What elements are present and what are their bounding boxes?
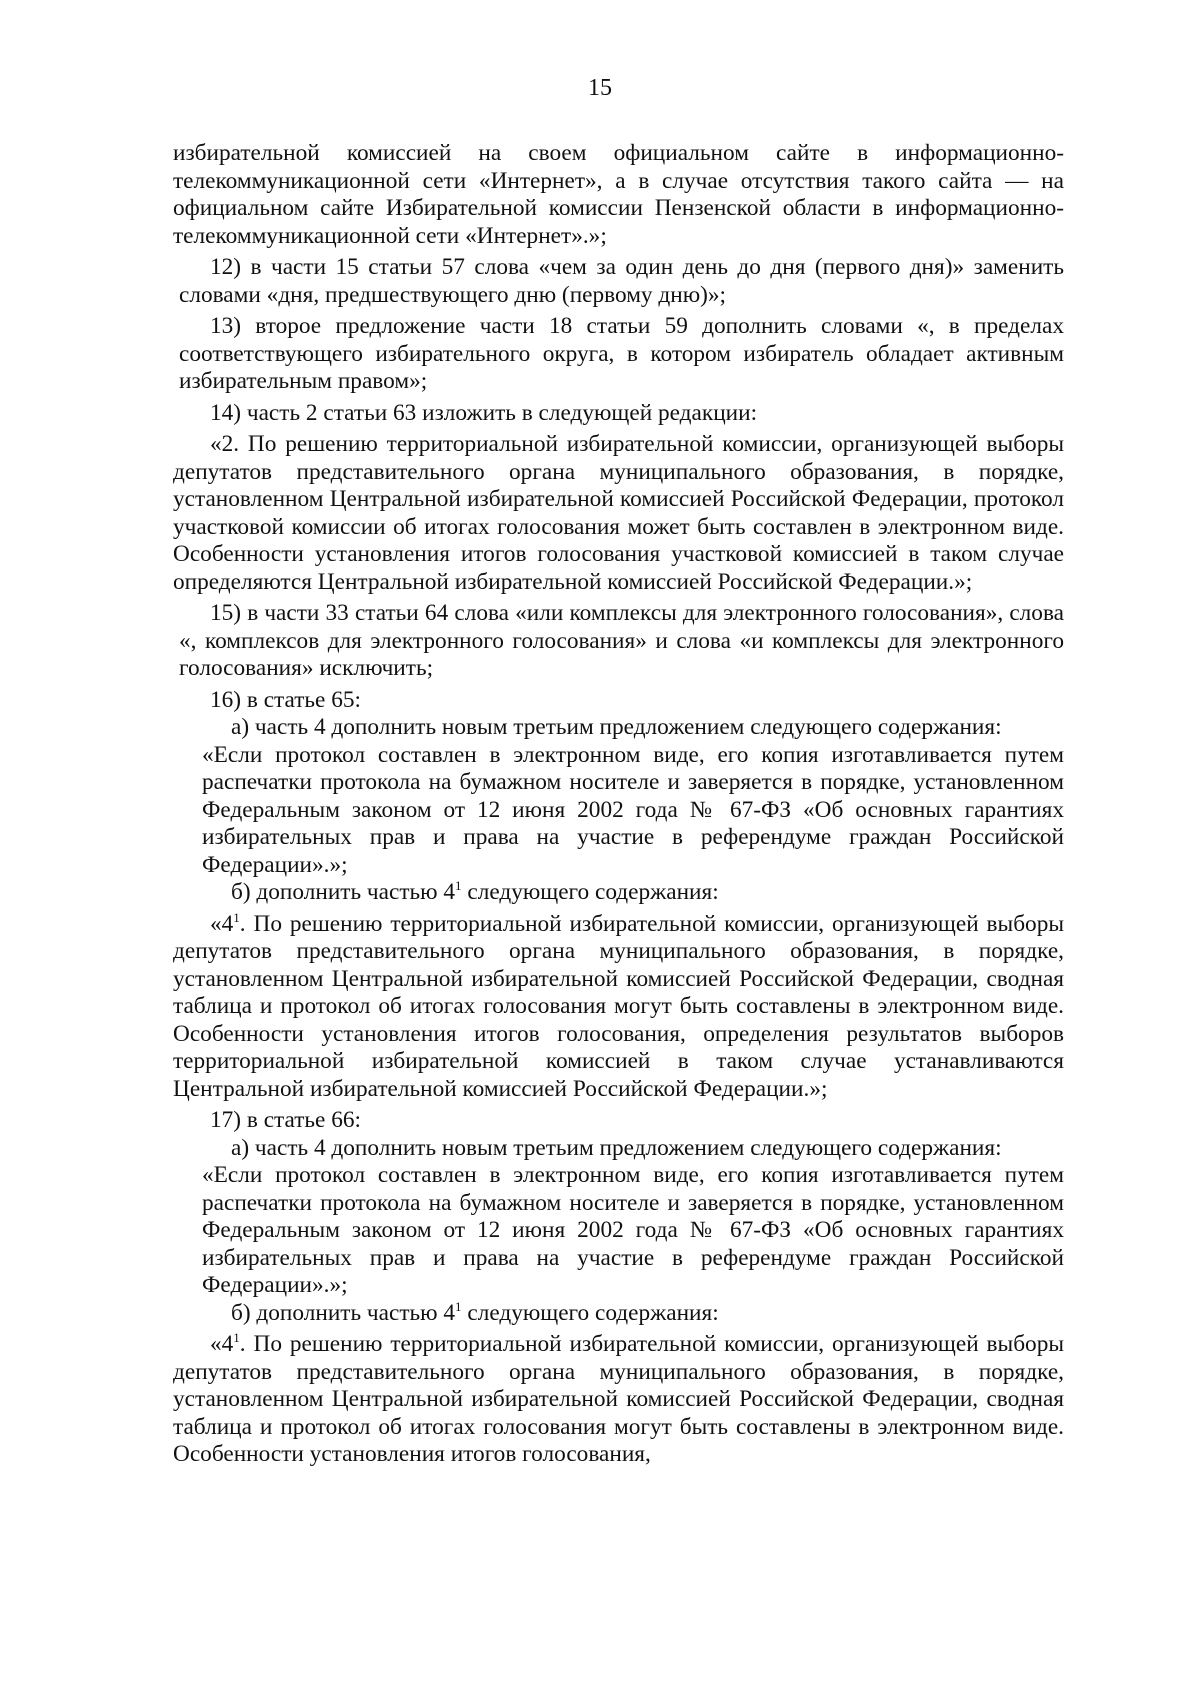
superscript: 1 [233, 909, 240, 925]
list-item-14: 14) часть 2 статьи 63 изложить в следующей редакции: [210, 399, 758, 426]
quoted-sentence-17a: «Если протокол составлен в электронном виде, его копия изготавливается путем распечатки протокола на бумажном носителе и заверяется в порядке, установленном Федеральным законом от 12 июня 2002 года № 67-ФЗ «Об основных гарантиях избирательных прав и права на участие в референдуме граждан Российской Федерации».»; [202, 1162, 1064, 1298]
sub-item-16b-text-end: следующего содержания: [461, 879, 719, 905]
quoted-part-2-article-63: «2. По решению территориальной избирательной комиссии, организующей выборы депутатов представительного органа муниципального образования, в порядке, установленном Центральной избирательной комиссией Российской Федерации, протокол участковой комиссии об итогах голосования может быть составлен в электронном виде. Особенности установления итогов голосования участковой комиссией в таком случае определяются Центральной избирательной комиссией Российской Федерации.»; [173, 431, 1064, 595]
paragraph-continuation: избирательной комиссией на своем официальном сайте в информационно-телекоммуникационной сети «Интернет», а в случае отсутствия такого сайта — на официальном сайте Избирательной комиссии Пензенской области в информационно-телекоммуникационной сети «Интернет».»; [173, 140, 1064, 249]
sub-item-16a: а) часть 4 дополнить новым третьим предложением следующего содержания: [231, 714, 1002, 740]
superscript: 1 [233, 1330, 240, 1345]
sub-item-17b-text-end: следующего содержания: [461, 1299, 719, 1326]
sub-item-17b-text: б) дополнить частью 4 [231, 1299, 456, 1326]
list-item-13: 13) второе предложение части 18 статьи 59 дополнить словами «, в пределах соответствующего избирательного округа, в котором избиратель обладает активным избирательным правом»; [179, 313, 1064, 394]
page-number: 15 [588, 75, 612, 101]
list-item-16: 16) в статье 65: [210, 686, 361, 713]
quoted-part-4-1-article-66 [173, 1331, 1064, 1469]
quoted-sentence-16a: «Если протокол составлен в электронном виде, его копия изготавливается путем распечатки протокола на бумажном носителе и заверяется в порядке, установленном Федеральным законом от 12 июня 2002 года № 67-ФЗ «Об основных гарантиях избирательных прав и права на участие в референдуме граждан Российской Федерации».»; [202, 741, 1064, 878]
quoted-part-4-1-article-65 [173, 911, 1064, 1104]
list-item-12: 12) в части 15 статьи 57 слова «чем за один день до дня (первого дня)» заменить словами «дня, предшествующего дню (первому дню)»; [179, 254, 1064, 308]
sub-item-16b-text: б) дополнить частью 4 [231, 879, 456, 905]
sub-item-17b [173, 1300, 1064, 1328]
sub-item-16b [173, 879, 1064, 907]
list-item-17: 17) в статье 66: [210, 1107, 361, 1133]
superscript: 1 [455, 1298, 462, 1314]
quote-text: . По решению территориальной избирательной комиссии, организующей выборы депутатов представительного органа муниципального образования, в порядке, установленном Центральной избирательной комиссией Российской Федерации, сводная таблица и протокол об итогах голосования могут быть составлены в электронном виде. Особенности установления итогов голосования, определения результатов выборов территориальной избирательной комиссией в таком случае устанавливаются Центральной избирательной комиссией Российской Федерации.»; [173, 910, 1064, 1102]
list-item-15: 15) в части 33 статьи 64 слова «или комплексы для электронного голосования», слова «, комплексов для электронного голосования» и слова «и комплексы для электронного голосования» исключить; [179, 600, 1064, 681]
sub-item-17a: а) часть 4 дополнить новым третьим предложением следующего содержания: [231, 1134, 1002, 1161]
quote-start: «4 [210, 1331, 234, 1357]
quote-start: «4 [210, 910, 234, 937]
quote-text: . По решению территориальной избирательной комиссии, организующей выборы депутатов представительного органа муниципального образования, в порядке, установленном Центральной избирательной комиссией Российской Федерации, сводная таблица и протокол об итогах голосования могут быть составлены в электронном виде. Особенности установления итогов голосования, [173, 1331, 1064, 1467]
document-body [173, 140, 1064, 1473]
superscript: 1 [455, 878, 462, 893]
